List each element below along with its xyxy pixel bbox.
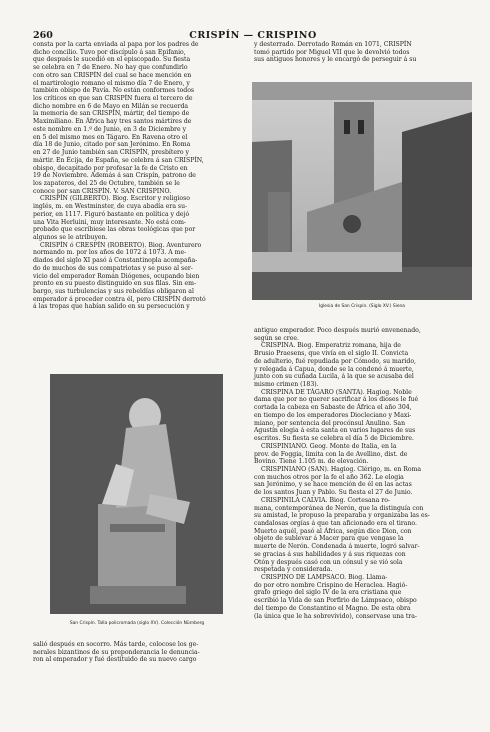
- text-line: según se cree.: [254, 334, 299, 342]
- text-line: Muerto aquél, pasó al África, según dice Dion, con: [254, 527, 412, 535]
- text-line: prov. de Foggia, limita con la de Avellino, dist. de: [254, 450, 408, 458]
- text-line: mártir. En Écija, de España, se celebra á san CRISPÍN,: [33, 156, 204, 164]
- text-line: escribió la Vida de san Porfirio de Lámpsaco, obispo: [254, 597, 417, 605]
- text-line: mana, contemporánea de Nerón, que la distinguía con: [254, 504, 424, 512]
- text-line: junto con su cuñada Lucila, á la que se acusaba del: [254, 373, 414, 381]
- text-line: dama que por no querer sacrificar á los dioses le fué: [254, 396, 419, 404]
- text-line: tomó partido por Miguel VII que le devolvió todos: [254, 48, 410, 56]
- text-line: candalosas orgías á que tan aficionado era el tirano.: [254, 519, 417, 527]
- text-line: dicho nombre en 6 de Mayo en Milán se recuerda: [33, 102, 189, 110]
- text-line: diados del siglo XI pasó á Constantinopla acompaña-: [33, 257, 198, 265]
- text-line: (la única que le ha sobrevivido), conservase una tra-: [254, 612, 417, 620]
- text-line: escritos. Su fiesta se celebra el día 5 de Diciembre.: [254, 435, 414, 443]
- text-line: emperador á proceder contra él, pero CRISPÍN derrotó: [33, 295, 206, 303]
- text-line: CRISPINILA CALVIA. Biog. Cortesana ro-: [261, 496, 390, 504]
- text-line: miano, por sentencia del procónsul Anulino. San: [254, 419, 406, 427]
- text-line: cortada la cabeza en Sabaste de África el año 304,: [254, 404, 412, 412]
- text-line: objeto de sublevar á Macer para que vengase la: [254, 535, 404, 543]
- text-line: Otón y después casó con un cónsul y se vió sola: [254, 558, 403, 566]
- text-line: CRISPINIANO. Geog. Monte de Italia, en la: [261, 442, 397, 450]
- text-line: algunos se le atribuyen.: [33, 233, 108, 241]
- text-line: Brusio Praesens, que vivía en el siglo II. Convicta: [254, 350, 409, 358]
- text-line: en 5 del mismo mes en Tágaro. En Ravena otro el: [33, 133, 188, 141]
- text-line: Agustín elogia á esta santa en varios lugares de sus: [254, 427, 416, 435]
- left-column-bottom: [33, 641, 237, 664]
- text-line: los zapateros, del 25 de Octubre, también se le: [33, 179, 180, 187]
- text-line: pronto en su puesto distinguido en sus filas. Sin em-: [33, 280, 197, 288]
- text-line: probado que escribiese las obras teológicas que por: [33, 226, 196, 234]
- text-line: bargo, sus turbulencias y sus rebeldías obligaron al: [33, 288, 194, 295]
- text-line: de adulterio, fué repudiada por Cómodo, su marido,: [254, 357, 416, 365]
- text-line: se gracias á sus habilidades y á sus riquezas con: [254, 550, 406, 558]
- page-title: CRISPÍN — CRISPINO: [189, 30, 317, 41]
- text-line: consta por la carta enviada al papa por los padres de: [33, 41, 199, 48]
- text-line: con otro san CRISPÍN del cual se hace mención en: [33, 71, 192, 79]
- text-line: se celebra en 7 de Enero. No hay que confundirlo: [33, 64, 188, 72]
- text-line: normando m. por los años de 1072 á 1073. A me-: [33, 249, 187, 257]
- right-column-top: [254, 41, 473, 64]
- text-line: muerte de Nerón. Condenada á muerte, logró salvar-: [254, 543, 420, 551]
- text-line: mismo crimen (183).: [254, 381, 319, 389]
- right-column-bottom: [254, 327, 473, 620]
- statue-caption: San Crispín. Talla policromada (siglo XV). Colección Nürnberg: [69, 621, 205, 626]
- text-line: y desterrado. Derrotado Román en 1071, CRISPÍN: [254, 41, 412, 48]
- text-line: y relegada á Capua, donde se la condenó á muerte,: [254, 365, 414, 373]
- text-line: en tiempo de los emperadores Diocleciano y Maxi-: [254, 411, 412, 419]
- text-line: en 27 de Junio también san CRISPÍN, presbítero y: [33, 149, 190, 157]
- text-line: CRISPINIANO (SAN). Hagiog. Clérigo, m. en Roma: [261, 465, 422, 473]
- text-line: conoce por san CRISPÍN. V. SAN CRISPINO.: [33, 187, 172, 195]
- text-line: la memoria de san CRISPÍN, mártir, del tiempo de: [33, 110, 190, 118]
- text-line: dicho concilio. Tuvo por discípulo á san Epifanio,: [33, 48, 186, 56]
- text-line: respetada y considerada.: [254, 566, 333, 574]
- text-line: CRISPINA DE TÁGARO (SANTA). Hagiog. Noble: [261, 388, 412, 396]
- text-line: 19 de Noviembre. Además á san Crispín, patrono de: [33, 172, 196, 180]
- left-column-top: [33, 41, 237, 311]
- text-line: CRISPINO DE LAMPSACO. Biog. Llama-: [261, 574, 388, 581]
- text-line: día 18 de Junio, citado por san Jerónimo. En Roma: [33, 141, 191, 149]
- text-line: los críticos en que san CRISPÍN fuera el tercero de: [33, 95, 193, 103]
- text-line: su amistad, le propuso la preparaba y organizaba las es-: [254, 512, 430, 520]
- text-line: de los santos Juan y Pablo. Su fiesta el 27 de Junio.: [254, 489, 413, 497]
- text-line: obispo, decapitado por profesar la fe de Cristo en: [33, 164, 188, 172]
- text-line: do de muchos de sus compatriotas y se puso al ser-: [33, 264, 193, 272]
- text-line: que después le sucedió en el episcopado. Su fiesta: [33, 56, 191, 64]
- church-photograph: [252, 82, 472, 300]
- text-line: Maximiliano. En África hay tres santos mártires de: [33, 118, 192, 126]
- text-line: una Vita Herluini, muy interesante. No está com-: [33, 218, 187, 226]
- text-line: CRISPINA. Biog. Emperatriz romana, hija de: [261, 342, 401, 350]
- text-line: con muchos otros por la fe el año 362. Le elogia: [254, 473, 404, 481]
- text-line: nerales bizantinos de su preponderancia le denuncia-: [33, 648, 200, 656]
- page-number: 260: [33, 30, 53, 41]
- text-line: inglés, m. en Westminster, de cuya abadía era su-: [33, 203, 188, 211]
- text-line: este nombre en 1.º de Junio, en 3 de Diciembre y: [33, 125, 187, 133]
- statue-photograph: [50, 374, 223, 614]
- text-line: san Jerónimo, y se hace mención de él en las actas: [254, 481, 412, 489]
- text-line: vicio del emperador Román Diógenes, ocupando bien: [33, 272, 200, 280]
- text-line: del tiempo de Constantino el Magno. De esta obra: [254, 604, 411, 612]
- text-line: el martirologio romano el mismo día 7 de Enero, y: [33, 79, 190, 87]
- text-line: Bovino. Tiene 1.105 m. de elevación.: [254, 458, 369, 466]
- text-line: CRISPÍN ó CRESPÍN (ROBERTO). Biog. Aventurero: [40, 241, 202, 249]
- text-line: perior, en 1117. Figuró bastante en política y dejó: [33, 210, 190, 218]
- text-line: sus antiguos honores y le encargó de perseguir á su: [254, 56, 417, 64]
- text-line: do por otro nombre Crispino de Heraclea. Hagió-: [254, 581, 408, 589]
- text-line: antiguo emperador. Poco después murió envenenado,: [254, 327, 421, 334]
- text-line: ron al emperador y fué destituido de su nuevo cargo: [33, 656, 197, 664]
- text-line: también obispo de Pavía. No están conformes todos: [33, 87, 195, 95]
- text-line: CRISPÍN (GILBERTO). Biog. Escritor y religioso: [40, 195, 190, 203]
- text-line: á las tropas que habían salido en su persecución y: [33, 303, 190, 311]
- church-caption: Iglesia de San Crispín. (Siglo XV.) Siena: [318, 304, 406, 309]
- text-line: salió después en socorro. Más tarde, colocose los ge-: [33, 641, 199, 648]
- text-line: grafo griego del siglo IV de la era cristiana que: [254, 589, 402, 597]
